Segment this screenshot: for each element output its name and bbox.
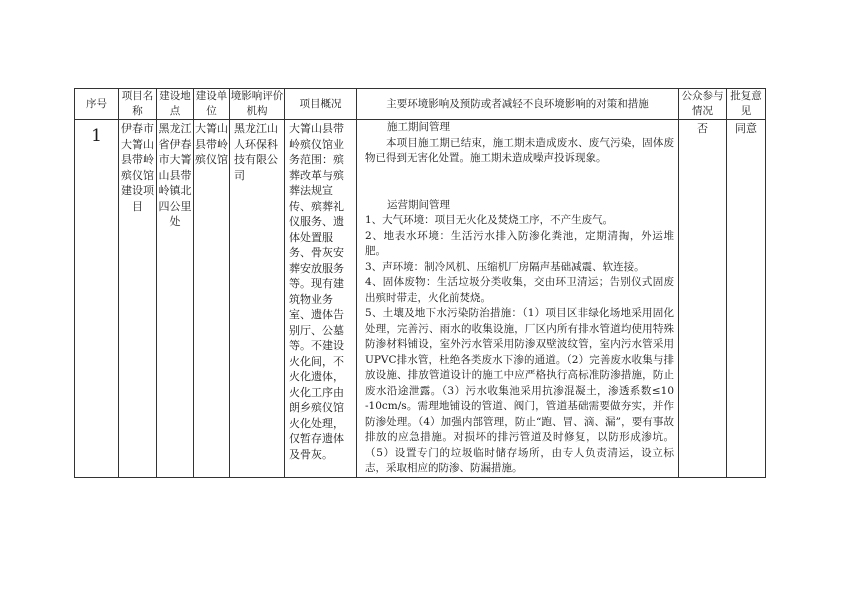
row-approval: 同意 [735, 122, 757, 135]
cell-location [157, 120, 194, 478]
cell-project-name [119, 120, 157, 478]
header-overview: 项目概况 [285, 89, 357, 120]
row-seq: 1 [91, 126, 102, 146]
measures-content [357, 120, 678, 477]
header-construction-unit: 建设单位 [194, 89, 230, 120]
header-row [75, 89, 766, 120]
header-measures: 主要环境影响及预防或者减轻不良环境影响的对策和措施 [357, 89, 679, 120]
header-approval: 批复意见 [727, 89, 766, 120]
cell-seq [75, 120, 119, 478]
measure-item-soil-groundwater: 5、土壤及地下水污染防治措施：（1）项目区非绿化场地采用固化处理，完善污、雨水的收集设施，厂区内所有排水管道均使用特殊防渗材料铺设，室外污水管采用防渗双壁波纹管，室内污水管采用UPVC排水管，杜绝各类废水下渗的通道。（2）完善废水收集与排放设施、排放管道设计的施工中应严格执行高标准防渗措施，防止废水沿途泄露。（3）污水收集池采用抗渗混凝土，渗透系数≤10 -10cm/s。需理地铺设的管道、阀门，管道基础需要做夯实，并作防渗处理。（4）加强内部管理，防止“跑、冒、滴、漏”，要有事故排放的应急措施。对损坏的排污管道及时修复，以防形成渗坑。（5）设置专门的垃圾临时储存场所，由专人负责清运，设立标志，采取相应的防渗、防漏措施。 [365, 307, 674, 474]
cell-eia-agency [230, 120, 285, 478]
row-overview: 大箐山县带岭殡仪馆业务范围：殡葬改革与殡葬法规宣传、殡葬礼仪服务、遗体处置服务、骨灰安葬安放服务等。现有建筑物业务室、遗体告别厅、公墓等。不建设火化间，不火化遗体，火化工序由朗乡殡仪馆火化处理，仅暂存遗体及骨灰。 [289, 122, 344, 461]
row-project-name: 伊春市大箐山县带岭殡仪馆建设项目 [121, 122, 154, 213]
measure-item-air: 1、大气环境：项目无火化及焚烧工序，不产生废气。 [365, 214, 614, 226]
eia-approval-table [74, 88, 766, 478]
construction-period-title: 施工期间管理 [387, 121, 450, 133]
header-location: 建设地点 [157, 89, 194, 120]
row-construction-unit: 大箐山县带岭殡仪馆 [195, 122, 228, 166]
measure-item-noise: 3、声环境：制冷风机、压缩机厂房隔声基础减震、软连接。 [365, 260, 645, 273]
cell-measures [357, 120, 679, 478]
header-seq: 序号 [75, 89, 119, 120]
measure-item-surface-water: 2、地表水环境：生活污水排入防渗化粪池，定期清掏，外运堆肥。 [365, 229, 674, 257]
cell-approval [727, 120, 766, 478]
cell-overview [285, 120, 357, 478]
header-project-name: 项目名称 [119, 89, 157, 120]
row-eia-agency: 黑龙江山人环保科技有限公司 [234, 122, 278, 182]
row-location: 黑龙江省伊春市大箐山县带岭镇北四公里处 [158, 122, 192, 228]
header-eia-agency: 境影响评价机构 [230, 89, 285, 120]
operation-period-title: 运营期间管理 [387, 198, 450, 211]
cell-public-participation [679, 120, 727, 478]
row-public-participation: 否 [697, 122, 708, 135]
measure-item-solid-waste: 4、固体废物：生活垃圾分类收集，交由环卫清运；告别仪式固废出殡时带走，火化前焚烧。 [365, 276, 674, 304]
table-row [75, 120, 766, 478]
header-public-participation: 公众参与情况 [679, 89, 727, 120]
construction-period-text: 本项目施工期已结束，施工期未造成废水、废气污染，固体废物已得到无害化处置。施工期未造成噪声投诉现象。 [365, 136, 674, 164]
cell-construction-unit [194, 120, 230, 478]
